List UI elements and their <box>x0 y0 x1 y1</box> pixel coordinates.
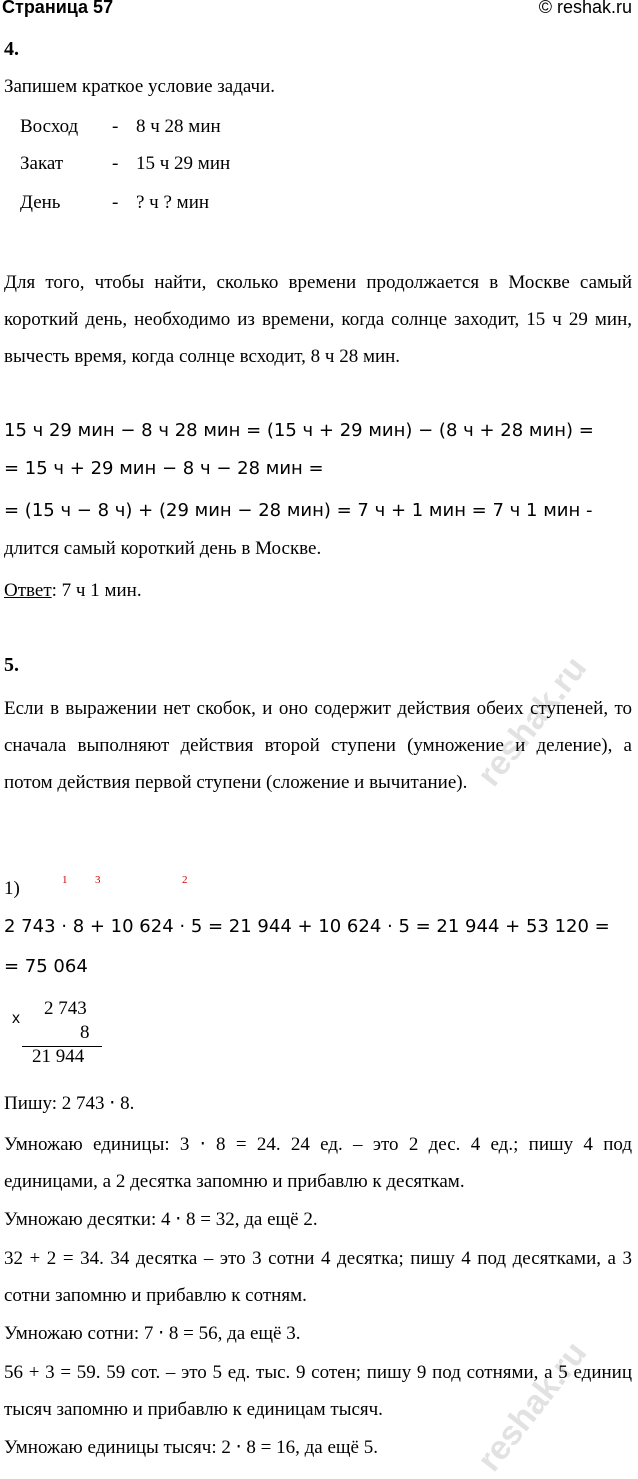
expression-line: 2 743 ⋅ 8 + 10 624 ⋅ 5 = 21 944 + 10 624 ⋅ 5 = 21 944 + 53 120 = <box>4 916 610 937</box>
step-hundreds-carry: 56 + 3 = 59. 59 сот. – это 5 ед. тыс. 9 сотен; пишу 9 под сотнями, а 5 единиц тысяч запомню и прибавлю к единицам тысяч. <box>4 1362 632 1420</box>
task-5-number: 5. <box>4 654 19 676</box>
answer-label: Ответ <box>4 580 52 601</box>
site-credit: © reshak.ru <box>538 0 632 17</box>
condition-value: ? ч ? мин <box>136 192 210 213</box>
task-4-intro: Запишем краткое условие задачи. <box>4 76 276 97</box>
equation-line: = 15 ч + 29 мин − 8 ч − 28 мин = <box>4 458 324 479</box>
condition-dash: - <box>112 116 119 137</box>
write-line: Пишу: 2 743 ⋅ 8. <box>4 1093 135 1114</box>
task-5-rule: Если в выражении нет скобок, и оно содержит действия обеих ступеней, то сначала выполняют действия второй ступени (умножение и деление), а потом действия первой ступени (сложение и вычитание). <box>4 698 632 793</box>
step-tens: Умножаю десятки: 4 ⋅ 8 = 32, да ещё 2. <box>4 1209 318 1230</box>
condition-label: Закат <box>20 153 64 174</box>
condition-dash: - <box>112 192 119 213</box>
equation-tail: длится самый короткий день в Москве. <box>4 538 322 559</box>
equation-line: = (15 ч − 8 ч) + (29 мин − 28 мин) = 7 ч + 1 мин = 7 ч 1 мин - <box>4 500 593 521</box>
step-thousands: Умножаю единицы тысяч: 2 ⋅ 8 = 16, да ещё 5. <box>4 1437 378 1458</box>
item-number: 1) <box>4 878 20 899</box>
watermark: reshak.ru <box>470 649 595 794</box>
task-4-number: 4. <box>4 38 19 60</box>
answer-value: : 7 ч 1 мин. <box>51 580 142 601</box>
order-mark: 2 <box>182 874 188 886</box>
page-header <box>0 0 638 21</box>
page-number: Страница 57 <box>2 0 114 17</box>
order-mark: 3 <box>95 874 101 886</box>
column-result: 21 944 <box>32 1046 85 1067</box>
multiply-sign: x <box>12 1010 20 1027</box>
multiplier: 8 <box>80 1022 90 1043</box>
task-4-paragraph: Для того, чтобы найти, сколько времени продолжается в Москве самый короткий день, необходимо из времени, когда солнце заходит, 15 ч 29 мин, вычесть время, когда солнце всходит, 8 ч 28 мин. <box>4 272 632 367</box>
multiplicand: 2 743 <box>44 998 87 1019</box>
order-mark: 1 <box>62 874 68 886</box>
step-hundreds: Умножаю сотни: 7 ⋅ 8 = 56, да ещё 3. <box>4 1323 301 1344</box>
condition-value: 8 ч 28 мин <box>136 116 221 137</box>
watermark: reshak.ru <box>470 1334 595 1479</box>
step-tens-carry: 32 + 2 = 34. 34 десятка – это 3 сотни 4 десятка; пишу 4 под десятками, а 3 сотни запомню и прибавлю к сотням. <box>4 1248 632 1306</box>
condition-label: День <box>20 192 61 213</box>
step-units: Умножаю единицы: 3 ⋅ 8 = 24. 24 ед. – это 2 дес. 4 ед.; пишу 4 под единицами, а 2 десятка запомню и прибавлю к десяткам. <box>4 1134 632 1192</box>
expression-line: = 75 064 <box>4 956 88 977</box>
condition-value: 15 ч 29 мин <box>136 153 231 174</box>
condition-dash: - <box>112 153 119 174</box>
condition-label: Восход <box>20 116 79 137</box>
equation-line: 15 ч 29 мин − 8 ч 28 мин = (15 ч + 29 мин) − (8 ч + 28 мин) = <box>4 420 594 441</box>
answer <box>4 580 142 602</box>
